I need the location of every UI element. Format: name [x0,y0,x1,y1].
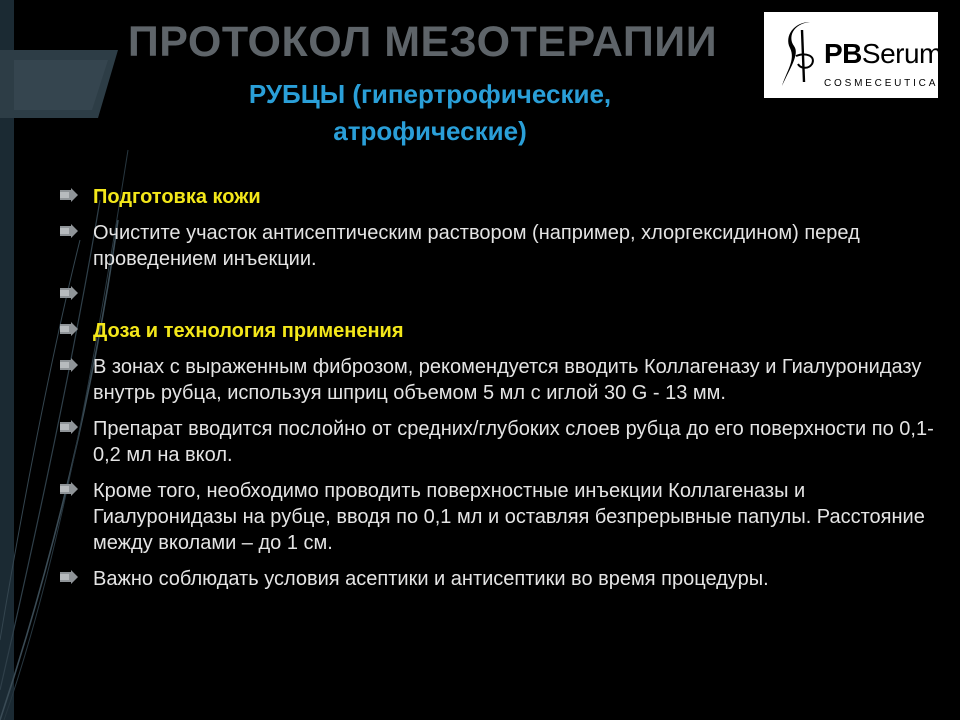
pbserum-logo-mark [772,16,826,94]
logo-tagline: COSMECEUTICALS [824,78,956,89]
arrow-bullet-icon [60,188,80,202]
section-heading [60,318,940,344]
logo-brand-bold: PB [824,38,862,69]
list-item-text: Препарат вводится послойно от средних/глубоких слоев рубца до его поверхности по 0,1-0,2 мл на вкол. [93,418,934,466]
brand-logo [764,12,956,98]
logo-brand-rest: Serum [861,38,942,69]
section-heading [60,184,940,210]
list-item [60,220,940,272]
bullet-list [60,184,940,602]
list-item-text: Подготовка кожи [93,186,261,208]
list-item [60,282,940,308]
list-item [60,354,940,406]
list-item-text: Доза и технология применения [93,320,404,342]
logo-wordmark [824,40,942,68]
arrow-bullet-icon [60,570,80,584]
list-item [60,416,940,468]
slide-subtitle: РУБЦЫ (гипертрофические, атрофические) [248,79,612,146]
list-item-text: Очистите участок антисептическим раствором (например, хлоргексидином) перед проведением инъекции. [93,222,860,270]
arrow-bullet-icon [60,420,80,434]
arrow-bullet-icon [60,358,80,372]
list-item-text: Кроме того, необходимо проводить поверхностные инъекции Коллагеназы и Гиалуронидазы на рубце, вводя по 0,1 мл и оставляя безпрерывные папулы. Расстояние между вколами – до 1 см. [93,480,925,554]
slide-title: ПРОТОКОЛ МЕЗОТЕРАПИИ [127,18,718,66]
arrow-bullet-icon [60,482,80,496]
list-item-text: В зонах с выраженным фиброзом, рекомендуется вводить Коллагеназу и Гиалуронидазу внутрь рубца, используя шприц объемом 5 мл с иглой 30 G - 13 мм. [93,356,922,404]
arrow-bullet-icon [60,286,80,300]
list-item [60,566,940,592]
arrow-bullet-icon [60,224,80,238]
list-item-text: Важно соблюдать условия асептики и антисептики во время процедуры. [93,568,769,590]
arrow-bullet-icon [60,322,80,336]
list-item [60,478,940,556]
